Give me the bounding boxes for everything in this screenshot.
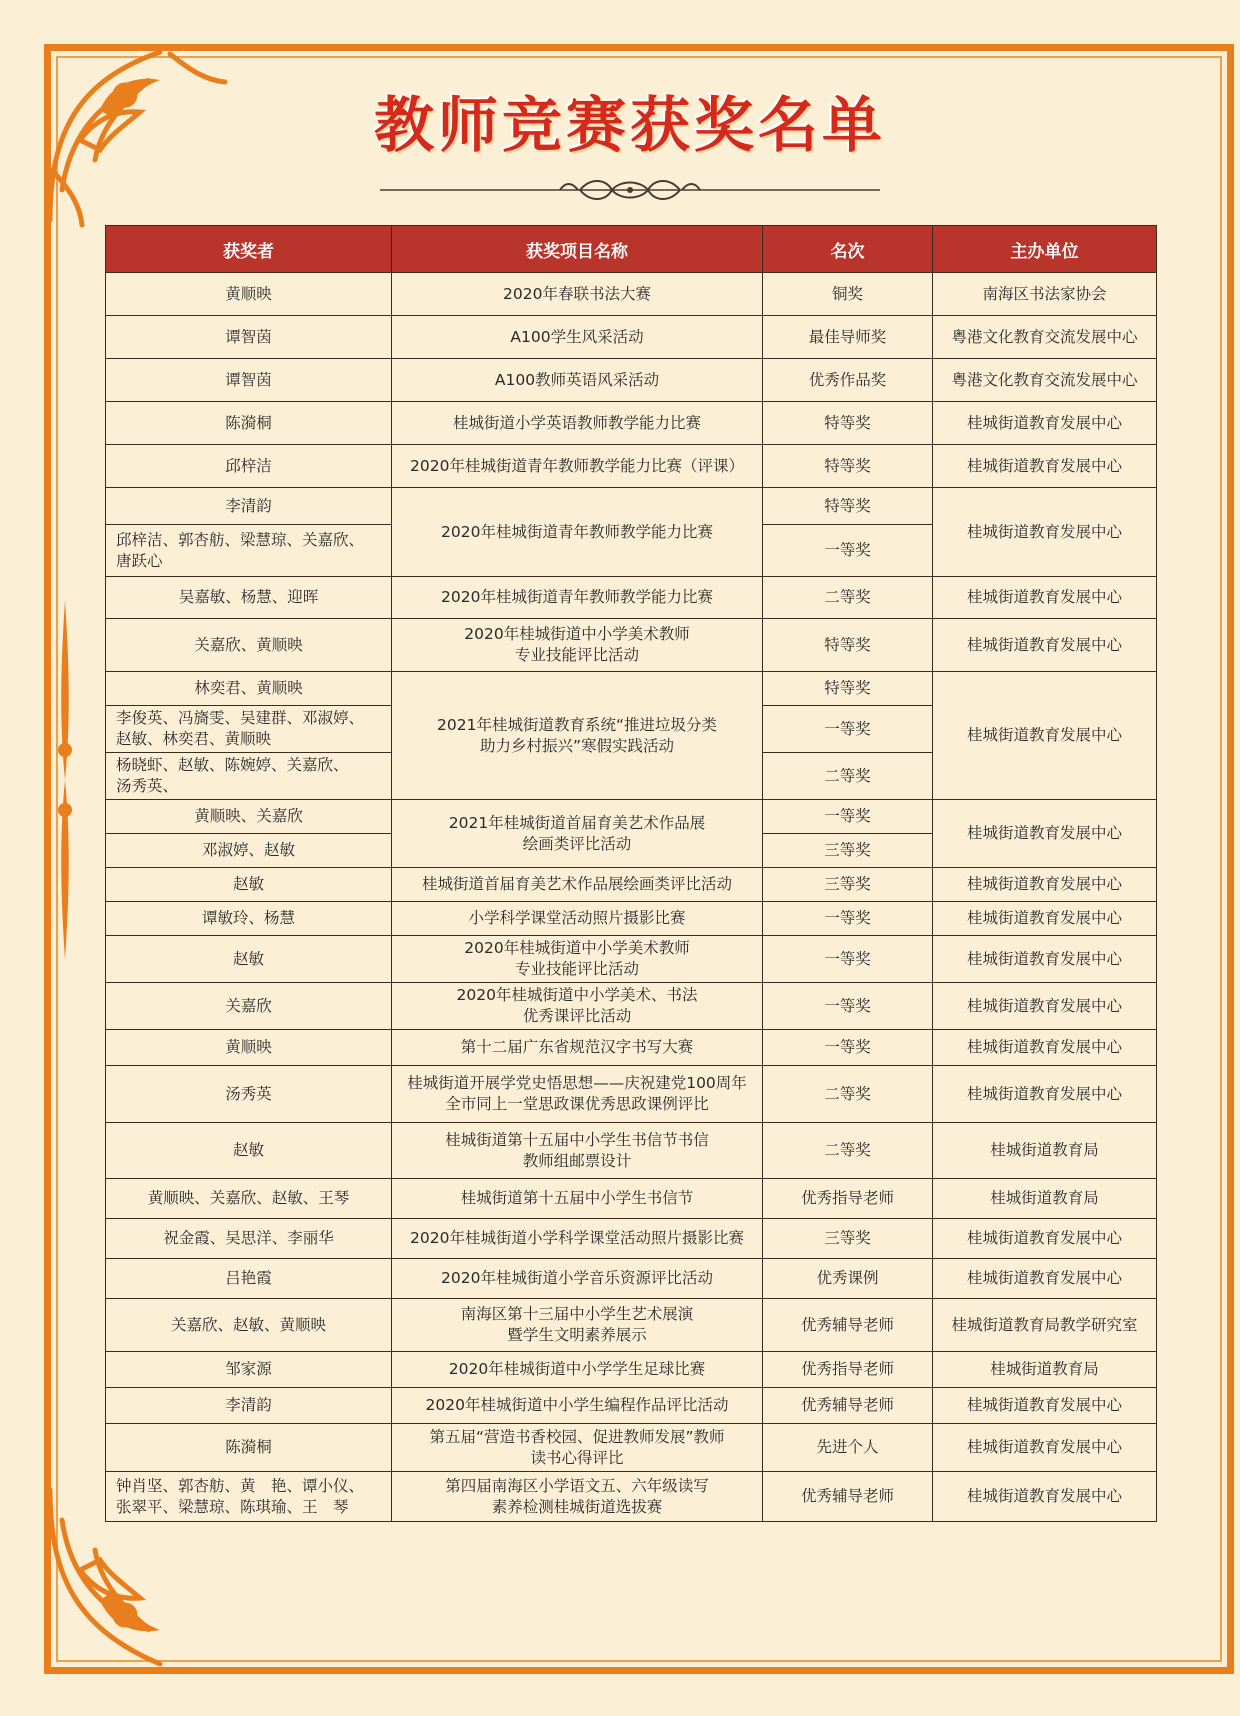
winner-cell: 黄顺映、关嘉欣、赵敏、王琴 bbox=[106, 1179, 392, 1219]
table-row bbox=[106, 1259, 1157, 1299]
table-row bbox=[106, 1030, 1157, 1066]
rank-cell: 优秀课例 bbox=[763, 1259, 933, 1299]
table-row bbox=[106, 1179, 1157, 1219]
table-row bbox=[106, 273, 1157, 316]
winner-cell: 陈漪桐 bbox=[106, 1424, 392, 1472]
table-row bbox=[106, 1123, 1157, 1179]
winner-cell: 邓淑婷、赵敏 bbox=[106, 834, 392, 868]
project-cell: 桂城街道开展学党史悟思想——庆祝建党100周年 全市同上一堂思政课优秀思政课例评比 bbox=[392, 1066, 763, 1123]
rank-cell: 特等奖 bbox=[763, 488, 933, 525]
organizer-cell: 南海区书法家协会 bbox=[933, 273, 1157, 316]
organizer-cell: 桂城街道教育发展中心 bbox=[933, 488, 1157, 577]
winner-cell: 赵敏 bbox=[106, 936, 392, 983]
winner-cell: 汤秀英 bbox=[106, 1066, 392, 1123]
organizer-cell: 桂城街道教育发展中心 bbox=[933, 902, 1157, 936]
winner-cell: 邹家源 bbox=[106, 1352, 392, 1388]
rank-cell: 二等奖 bbox=[763, 577, 933, 619]
project-cell: 第五届“营造书香校园、促进教师发展”教师 读书心得评比 bbox=[392, 1424, 763, 1472]
rank-cell: 一等奖 bbox=[763, 902, 933, 936]
organizer-cell: 桂城街道教育发展中心 bbox=[933, 402, 1157, 445]
table-row bbox=[106, 800, 1157, 834]
header-winner: 获奖者 bbox=[106, 226, 392, 273]
rank-cell: 二等奖 bbox=[763, 1066, 933, 1123]
winner-cell: 谭智茵 bbox=[106, 316, 392, 359]
winner-cell: 李俊英、冯旖雯、吴建群、邓淑婷、 赵敏、林奕君、黄顺映 bbox=[106, 706, 392, 753]
winner-cell: 李清韵 bbox=[106, 1388, 392, 1424]
table-row bbox=[106, 1219, 1157, 1259]
table-row bbox=[106, 316, 1157, 359]
winner-cell: 赵敏 bbox=[106, 868, 392, 902]
rank-cell: 优秀辅导老师 bbox=[763, 1299, 933, 1352]
project-cell: 2020年桂城街道青年教师教学能力比赛（评课） bbox=[392, 445, 763, 488]
project-cell: 第十二届广东省规范汉字书写大赛 bbox=[392, 1030, 763, 1066]
rank-cell: 优秀辅导老师 bbox=[763, 1472, 933, 1522]
rank-cell: 三等奖 bbox=[763, 868, 933, 902]
header-rank: 名次 bbox=[763, 226, 933, 273]
rank-cell: 优秀指导老师 bbox=[763, 1352, 933, 1388]
organizer-cell: 桂城街道教育发展中心 bbox=[933, 1066, 1157, 1123]
rank-cell: 特等奖 bbox=[763, 619, 933, 672]
project-cell: 2020年春联书法大赛 bbox=[392, 273, 763, 316]
project-cell: 桂城街道第十五届中小学生书信节书信 教师组邮票设计 bbox=[392, 1123, 763, 1179]
winner-cell: 邱梓洁 bbox=[106, 445, 392, 488]
project-cell: 2020年桂城街道中小学美术教师 专业技能评比活动 bbox=[392, 936, 763, 983]
table-row bbox=[106, 445, 1157, 488]
project-cell: 2020年桂城街道中小学美术教师 专业技能评比活动 bbox=[392, 619, 763, 672]
project-cell: 2021年桂城街道首届育美艺术作品展 绘画类评比活动 bbox=[392, 800, 763, 868]
organizer-cell: 桂城街道教育发展中心 bbox=[933, 983, 1157, 1030]
rank-cell: 先进个人 bbox=[763, 1424, 933, 1472]
organizer-cell: 桂城街道教育发展中心 bbox=[933, 868, 1157, 902]
side-ornament bbox=[55, 600, 75, 960]
winner-cell: 谭敏玲、杨慧 bbox=[106, 902, 392, 936]
organizer-cell: 桂城街道教育发展中心 bbox=[933, 1424, 1157, 1472]
winner-cell: 谭智茵 bbox=[106, 359, 392, 402]
table-row bbox=[106, 1472, 1157, 1522]
project-cell: 2020年桂城街道中小学生编程作品评比活动 bbox=[392, 1388, 763, 1424]
project-cell: 2020年桂城街道中小学美术、书法 优秀课评比活动 bbox=[392, 983, 763, 1030]
table-header-row bbox=[106, 226, 1157, 273]
rank-cell: 一等奖 bbox=[763, 800, 933, 834]
winner-cell: 吕艳霞 bbox=[106, 1259, 392, 1299]
table-row bbox=[106, 619, 1157, 672]
project-cell: 桂城街道小学英语教师教学能力比赛 bbox=[392, 402, 763, 445]
winner-cell: 黄顺映、关嘉欣 bbox=[106, 800, 392, 834]
rank-cell: 特等奖 bbox=[763, 445, 933, 488]
table-row bbox=[106, 1388, 1157, 1424]
winner-cell: 吴嘉敏、杨慧、迎晖 bbox=[106, 577, 392, 619]
rank-cell: 优秀指导老师 bbox=[763, 1179, 933, 1219]
winner-cell: 邱梓洁、郭杏舫、梁慧琼、关嘉欣、 唐跃心 bbox=[106, 525, 392, 577]
rank-cell: 特等奖 bbox=[763, 402, 933, 445]
organizer-cell: 桂城街道教育发展中心 bbox=[933, 672, 1157, 800]
winner-cell: 关嘉欣 bbox=[106, 983, 392, 1030]
project-cell: 2020年桂城街道青年教师教学能力比赛 bbox=[392, 488, 763, 577]
organizer-cell: 桂城街道教育局 bbox=[933, 1179, 1157, 1219]
project-cell: 2020年桂城街道小学音乐资源评比活动 bbox=[392, 1259, 763, 1299]
rank-cell: 二等奖 bbox=[763, 753, 933, 800]
rank-cell: 优秀辅导老师 bbox=[763, 1388, 933, 1424]
organizer-cell: 桂城街道教育发展中心 bbox=[933, 936, 1157, 983]
table-row bbox=[106, 359, 1157, 402]
title-divider-ornament bbox=[380, 172, 880, 208]
winner-cell: 陈漪桐 bbox=[106, 402, 392, 445]
winner-cell: 林奕君、黄顺映 bbox=[106, 672, 392, 706]
table-row bbox=[106, 672, 1157, 706]
winner-cell: 关嘉欣、赵敏、黄顺映 bbox=[106, 1299, 392, 1352]
project-cell: 南海区第十三届中小学生艺术展演 暨学生文明素养展示 bbox=[392, 1299, 763, 1352]
project-cell: 2021年桂城街道教育系统“推进垃圾分类 助力乡村振兴”寒假实践活动 bbox=[392, 672, 763, 800]
rank-cell: 一等奖 bbox=[763, 983, 933, 1030]
rank-cell: 优秀作品奖 bbox=[763, 359, 933, 402]
table-row bbox=[106, 936, 1157, 983]
organizer-cell: 桂城街道教育局 bbox=[933, 1123, 1157, 1179]
page-title: 教师竞赛获奖名单 bbox=[374, 91, 886, 161]
project-cell: A100教师英语风采活动 bbox=[392, 359, 763, 402]
organizer-cell: 桂城街道教育发展中心 bbox=[933, 1388, 1157, 1424]
project-cell: 2020年桂城街道青年教师教学能力比赛 bbox=[392, 577, 763, 619]
table-row bbox=[106, 402, 1157, 445]
organizer-cell: 桂城街道教育发展中心 bbox=[933, 577, 1157, 619]
winner-cell: 李清韵 bbox=[106, 488, 392, 525]
organizer-cell: 桂城街道教育发展中心 bbox=[933, 1259, 1157, 1299]
rank-cell: 三等奖 bbox=[763, 1219, 933, 1259]
organizer-cell: 桂城街道教育发展中心 bbox=[933, 800, 1157, 868]
project-cell: A100学生风采活动 bbox=[392, 316, 763, 359]
winner-cell: 赵敏 bbox=[106, 1123, 392, 1179]
table-row bbox=[106, 1424, 1157, 1472]
organizer-cell: 桂城街道教育发展中心 bbox=[933, 1472, 1157, 1522]
organizer-cell: 桂城街道教育发展中心 bbox=[933, 1030, 1157, 1066]
winner-cell: 杨晓虾、赵敏、陈婉婷、关嘉欣、 汤秀英、 bbox=[106, 753, 392, 800]
winner-cell: 关嘉欣、黄顺映 bbox=[106, 619, 392, 672]
table-row bbox=[106, 983, 1157, 1030]
header-project: 获奖项目名称 bbox=[392, 226, 763, 273]
rank-cell: 一等奖 bbox=[763, 1030, 933, 1066]
winner-cell: 黄顺映 bbox=[106, 273, 392, 316]
table-row bbox=[106, 1066, 1157, 1123]
organizer-cell: 桂城街道教育发展中心 bbox=[933, 619, 1157, 672]
organizer-cell: 桂城街道教育发展中心 bbox=[933, 1219, 1157, 1259]
table-row bbox=[106, 577, 1157, 619]
table-row bbox=[106, 488, 1157, 525]
organizer-cell: 桂城街道教育局教学研究室 bbox=[933, 1299, 1157, 1352]
header-organizer: 主办单位 bbox=[933, 226, 1157, 273]
rank-cell: 特等奖 bbox=[763, 672, 933, 706]
rank-cell: 一等奖 bbox=[763, 936, 933, 983]
rank-cell: 二等奖 bbox=[763, 1123, 933, 1179]
project-cell: 桂城街道首届育美艺术作品展绘画类评比活动 bbox=[392, 868, 763, 902]
table-row bbox=[106, 1352, 1157, 1388]
project-cell: 第四届南海区小学语文五、六年级读写 素养检测桂城街道选拔赛 bbox=[392, 1472, 763, 1522]
table-row bbox=[106, 868, 1157, 902]
organizer-cell: 粤港文化教育交流发展中心 bbox=[933, 316, 1157, 359]
organizer-cell: 桂城街道教育发展中心 bbox=[933, 445, 1157, 488]
table-row bbox=[106, 1299, 1157, 1352]
rank-cell: 铜奖 bbox=[763, 273, 933, 316]
organizer-cell: 桂城街道教育局 bbox=[933, 1352, 1157, 1388]
table-row bbox=[106, 902, 1157, 936]
project-cell: 2020年桂城街道中小学学生足球比赛 bbox=[392, 1352, 763, 1388]
awards-table bbox=[105, 225, 1157, 1522]
project-cell: 桂城街道第十五届中小学生书信节 bbox=[392, 1179, 763, 1219]
project-cell: 小学科学课堂活动照片摄影比赛 bbox=[392, 902, 763, 936]
rank-cell: 最佳导师奖 bbox=[763, 316, 933, 359]
rank-cell: 一等奖 bbox=[763, 525, 933, 577]
rank-cell: 三等奖 bbox=[763, 834, 933, 868]
rank-cell: 一等奖 bbox=[763, 706, 933, 753]
organizer-cell: 粤港文化教育交流发展中心 bbox=[933, 359, 1157, 402]
winner-cell: 祝金霞、吴思洋、李丽华 bbox=[106, 1219, 392, 1259]
winner-cell: 黄顺映 bbox=[106, 1030, 392, 1066]
winner-cell: 钟肖坚、郭杏舫、黄 艳、谭小仪、 张翠平、梁慧琼、陈琪瑜、王 琴 bbox=[106, 1472, 392, 1522]
project-cell: 2020年桂城街道小学科学课堂活动照片摄影比赛 bbox=[392, 1219, 763, 1259]
